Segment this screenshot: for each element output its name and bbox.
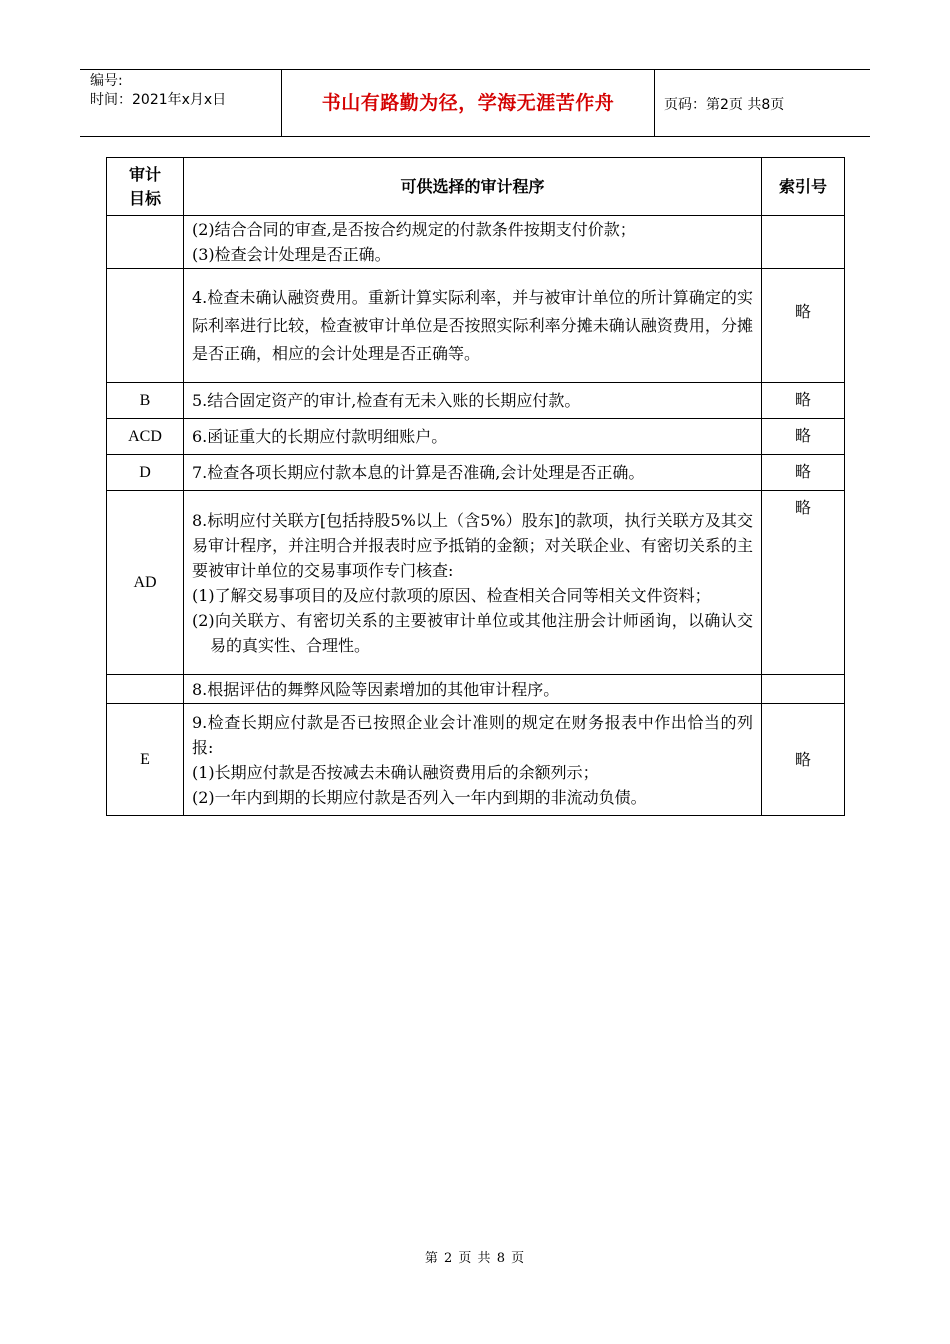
procedure-subitem: (2)向关联方、有密切关系的主要被审计单位或其他注册会计师函询，以确认交易的真实性、合理性。 — [192, 610, 753, 655]
ref-cell: 略 — [762, 383, 845, 419]
procedure-cell — [184, 704, 762, 816]
table-row — [107, 491, 845, 675]
procedure-text: 9.检查长期应付款是否已按照企业会计准则的规定在财务报表中作出恰当的列报: — [192, 712, 753, 757]
procedure-cell: 4.检查未确认融资费用。重新计算实际利率，并与被审计单位的所计算确定的实际利率进行比较，检查被审计单位是否按照实际利率分摊未确认融资费用，分摊是否正确，相应的会计处理是否正确等。 — [184, 269, 762, 383]
ref-cell: 略 — [762, 269, 845, 383]
col-header-goal: 审计目标 — [107, 158, 184, 216]
ref-cell: 略 — [762, 455, 845, 491]
date-label: 时间：2021年x月x日 — [90, 92, 227, 108]
procedure-cell: 5.结合固定资产的审计,检查有无未入账的长期应付款。 — [184, 383, 762, 419]
procedure-line: (3)检查会计处理是否正确。 — [192, 245, 391, 264]
procedure-line: (2)结合合同的审查,是否按合约规定的付款条件按期支付价款； — [192, 220, 636, 239]
goal-cell: E — [107, 704, 184, 816]
procedure-line: (1)长期应付款是否按减去未确认融资费用后的余额列示； — [192, 762, 599, 782]
goal-cell: D — [107, 455, 184, 491]
procedure-cell — [184, 491, 762, 675]
table-header-row — [107, 158, 845, 216]
table-row — [107, 383, 845, 419]
serial-label: 编号: — [90, 73, 123, 89]
goal-cell: ACD — [107, 419, 184, 455]
goal-cell: B — [107, 383, 184, 419]
procedure-cell: 6.函证重大的长期应付款明细账户。 — [184, 419, 762, 455]
ref-cell: 略 — [762, 419, 845, 455]
goal-cell — [107, 216, 184, 269]
page-header — [80, 69, 870, 137]
table-row — [107, 455, 845, 491]
table-row — [107, 269, 845, 383]
col-header-ref: 索引号 — [762, 158, 845, 216]
ref-cell — [762, 675, 845, 704]
ref-cell: 略 — [762, 704, 845, 816]
table-row — [107, 216, 845, 269]
header-meta — [90, 72, 280, 110]
header-divider — [654, 70, 655, 136]
page-footer: 第 2 页 共 8 页 — [424, 1251, 526, 1266]
goal-cell — [107, 269, 184, 383]
table-row — [107, 419, 845, 455]
col-header-procedure: 可供选择的审计程序 — [184, 158, 762, 216]
header-motto: 书山有路勤为径，学海无涯苦作舟 — [321, 92, 615, 114]
ref-cell: 略 — [762, 491, 845, 675]
procedure-text: 8.标明应付关联方[包括持股5%以上（含5%）股东]的款项，执行关联方及其交易审计程序，并注明合并报表时应予抵销的金额；对关联企业、有密切关系的主要被审计单位的交易事项作专门核查: — [192, 510, 753, 580]
goal-cell — [107, 675, 184, 704]
procedure-line: (2)一年内到期的长期应付款是否列入一年内到期的非流动负债。 — [192, 787, 647, 807]
goal-cell: AD — [107, 491, 184, 675]
procedure-cell — [184, 216, 762, 269]
procedure-cell: 8.根据评估的舞弊风险等因素增加的其他审计程序。 — [184, 675, 762, 704]
table-row — [107, 675, 845, 704]
procedure-cell: 7.检查各项长期应付款本息的计算是否准确,会计处理是否正确。 — [184, 455, 762, 491]
audit-procedures-table — [106, 157, 845, 816]
header-page-code: 页码：第2页 共8页 — [664, 97, 785, 113]
table-row — [107, 704, 845, 816]
procedure-subitem: (1)了解交易事项目的及应付款项的原因、检查相关合同等相关文件资料； — [192, 585, 711, 605]
ref-cell — [762, 216, 845, 269]
